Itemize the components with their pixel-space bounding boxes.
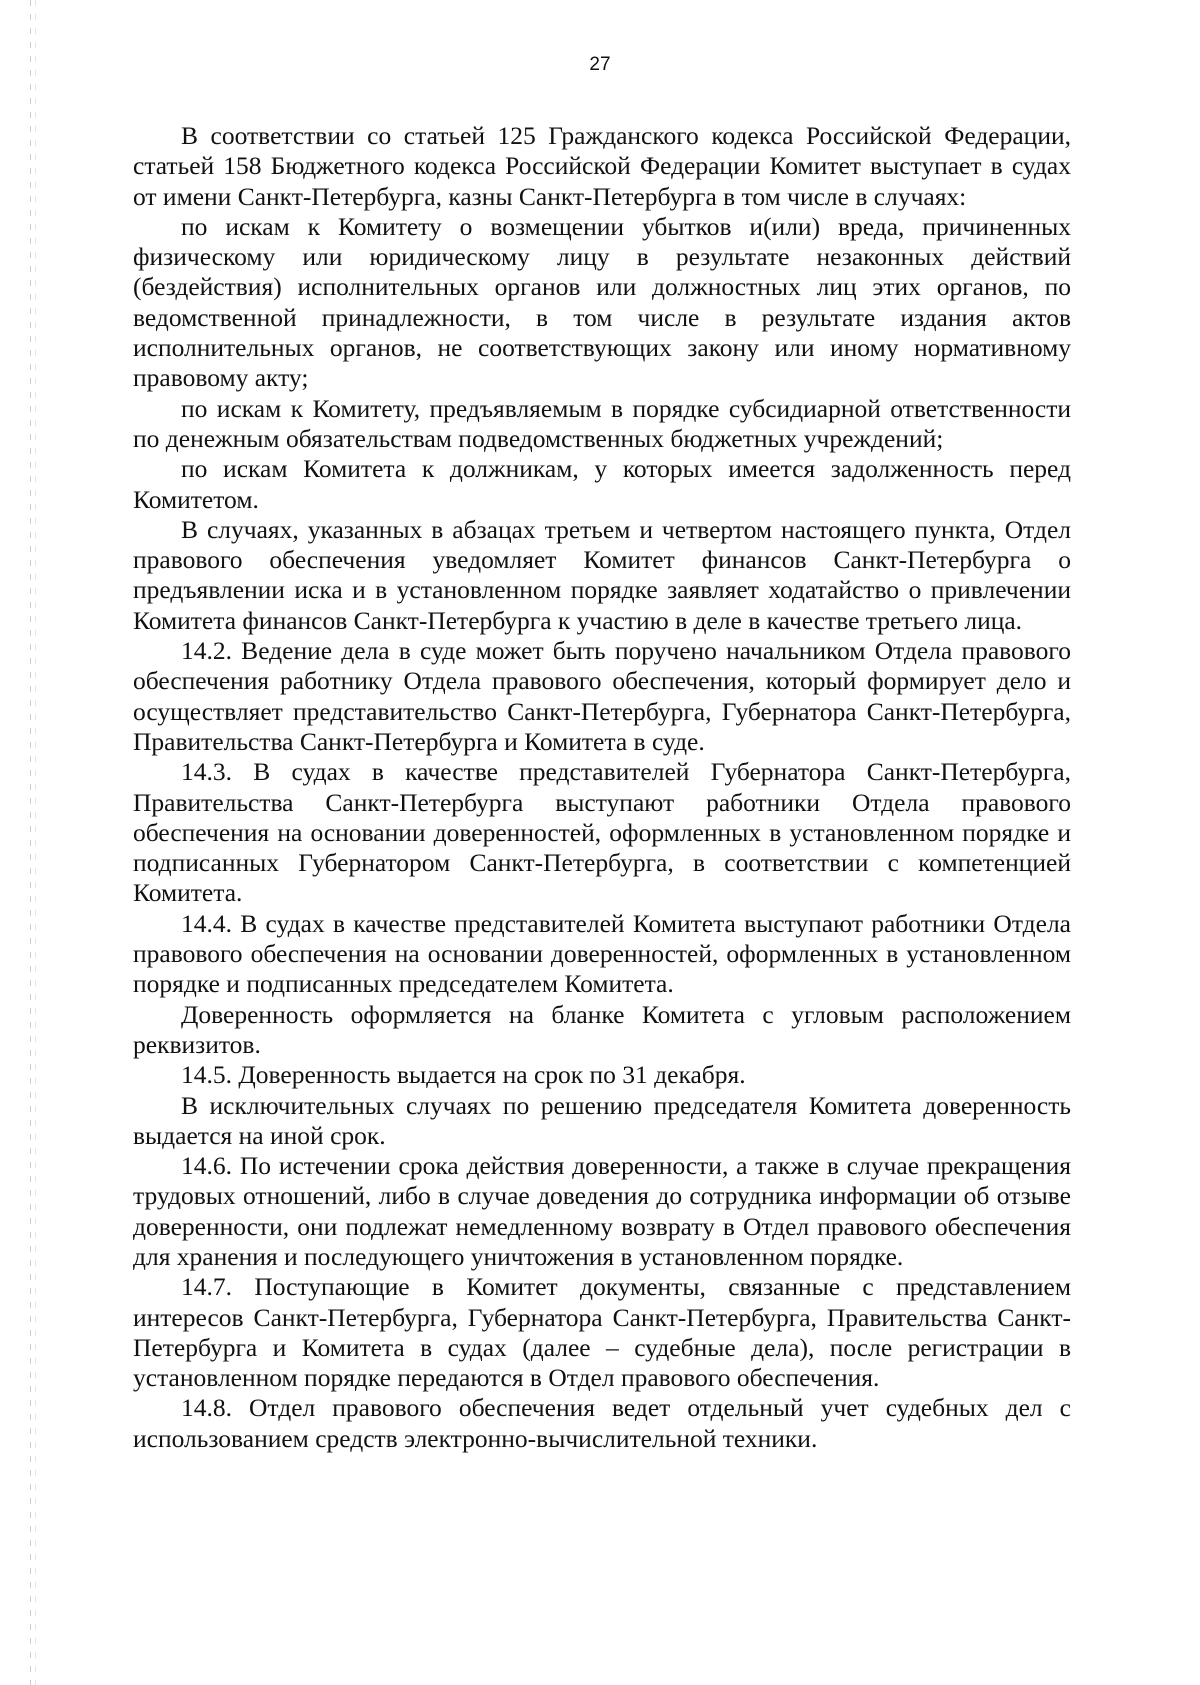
paragraph-14-8: 14.8. Отдел правового обеспечения ведет отдельный учет судебных дел с использованием средств электронно-вычислительной техники. xyxy=(133,1393,1071,1453)
paragraph-notification: В случаях, указанных в абзацах третьем и четвертом настоящего пункта, Отдел правового обеспечения уведомляет Комитет финансов Санкт-Петербурга о предъявлении иска и в установленном порядке заявляет ходатайство о привлечении Комитета финансов Санкт-Петербурга к участию в деле в качестве третьего лица. xyxy=(133,514,1071,635)
paragraph-exceptional-term: В исключительных случаях по решению председателя Комитета доверенность выдается на иной срок. xyxy=(133,1090,1071,1150)
paragraph-14-4: 14.4. В судах в качестве представителей Комитета выступают работники Отдела правового обеспечения на основании доверенностей, оформленных в установленном порядке и подписанных председателем Комитета. xyxy=(133,908,1071,999)
paragraph-14-5: 14.5. Доверенность выдается на срок по 31 декабря. xyxy=(181,1060,746,1090)
paragraph-14-2: 14.2. Ведение дела в суде может быть поручено начальником Отдела правового обеспечения работнику Отдела правового обеспечения, который формирует дело и осуществляет представительство Санкт-Петербурга, Губернатора Санкт-Петербурга, Правительства Санкт-Петербурга и Комитета в суде. xyxy=(133,636,1071,756)
paragraph-14-7: 14.7. Поступающие в Комитет документы, связанные с представлением интересов Санкт-Петербурга, Губернатора Санкт-Петербурга, Правительства Санкт-Петербурга и Комитета в судах (далее – судебные дела), после регистрации в установленном порядке передаются в Отдел правового обеспечения. xyxy=(133,1272,1071,1393)
scan-edge-line xyxy=(30,0,31,1685)
paragraph-14-3: 14.3. В судах в качестве представителей Губернатора Санкт-Петербурга, Правительства Санкт-Петербурга выступают работники Отдела правового обеспечения на основании доверенностей, оформленных в установленном порядке и подписанных Губернатором Санкт-Петербурга, в соответствии с компетенцией Комитета. xyxy=(133,757,1071,908)
paragraph-debtor-claims: по искам Комитета к должникам, у которых имеется задолженность перед Комитетом. xyxy=(133,454,1071,514)
paragraph-damages-claims: по искам к Комитету о возмещении убытков и(или) вреда, причиненных физическому или юридическому лицу в результате незаконных действий (бездействия) исполнительных органов или должностных лиц этих органов, по ведомственной принадлежности, в том числе в результате издания актов исполнительных органов, не соответствующих закону или иному нормативному правовому акту; xyxy=(133,211,1071,393)
paragraph-intro: В соответствии со статьей 125 Гражданского кодекса Российской Федерации, статьей 158 Бюджетного кодекса Российской Федерации Комитет выступает в судах от имени Санкт-Петербурга, казны Санкт-Петербурга в том числе в случаях: xyxy=(133,121,1071,211)
document-body xyxy=(133,121,1071,1454)
scan-edge-line-secondary xyxy=(35,0,36,1685)
paragraph-subsidiary-claims: по искам к Комитету, предъявляемым в порядке субсидиарной ответственности по денежным обязательствам подведомственных бюджетных учреждений; xyxy=(133,393,1071,453)
page-number: 27 xyxy=(589,54,611,75)
paragraph-14-6: 14.6. По истечении срока действия доверенности, а также в случае прекращения трудовых отношений, либо в случае доведения до сотрудника информации об отзыве доверенности, они подлежат немедленному возврату в Отдел правового обеспечения для хранения и последующего уничтожения в установленном порядке. xyxy=(133,1151,1071,1271)
paragraph-power-of-attorney-form: Доверенность оформляется на бланке Комитета с угловым расположением реквизитов. xyxy=(133,999,1071,1059)
